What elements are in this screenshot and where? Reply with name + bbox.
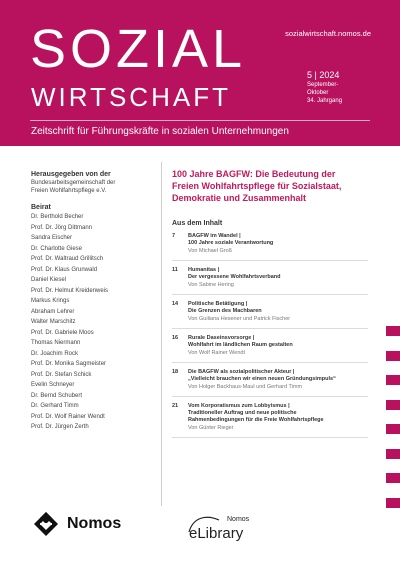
lead-line-3: Demokratie und Zusammenhalt (172, 193, 307, 203)
board-member: Prof. Dr. Waltraud Grillitsch (31, 256, 104, 262)
board-member: Daniel Kiesel (31, 277, 67, 283)
toc-title: Rurale Daseinsvorsorge | Wohlfahrt im ländlichen Raum gestalten (188, 335, 293, 348)
board-member: Prof. Dr. Klaus Grunwald (31, 266, 98, 273)
board-member: Dr. Charlotte Giese (31, 245, 83, 252)
cover-header (0, 0, 400, 146)
edge-tab (386, 400, 400, 410)
nomos-diamond-icon (33, 511, 59, 537)
board-heading: Beirat (31, 204, 51, 211)
toc-entry[interactable] (172, 227, 368, 261)
edge-tab (386, 424, 400, 434)
toc-page-number: 11 (172, 267, 178, 273)
edge-tab (386, 351, 400, 361)
lead-line-1: 100 Jahre BAGFW: Die Bedeutung der (172, 169, 336, 179)
board-member: Prof. Dr. Stefan Schick (31, 371, 92, 378)
toc-title: Vom Korporatismus zum Lobbyismus | Traditioneller Auftrag und neue politische Rahmenbedingungen für die Freie Wohlfahrtspflege (188, 403, 324, 423)
elibrary-text: eLibrary (189, 525, 244, 542)
board-member: Prof. Dr. Wolf Rainer Wendt (31, 413, 105, 420)
journal-subtitle: Zeitschrift für Führungskräfte in sozialen Unternehmungen (31, 126, 289, 137)
toc-title: Humanitas | Der vergessene Wohlfahrtsverband (188, 267, 281, 280)
board-member: Prof. Dr. Monika Sagmeister (31, 361, 107, 367)
edge-tab (386, 375, 400, 385)
board-member: Dr. Berthold Becher (31, 214, 84, 220)
elibrary-nomos-text: Nomos (227, 516, 250, 523)
lead-line-2: Freien Wohlfahrtspflege für Sozialstaat, (172, 181, 342, 191)
journal-title-sozial: SOZIAL (30, 19, 247, 79)
toc-title: Politische Betätigung | Die Grenzen des Machbaren (188, 301, 262, 314)
toc-author: Von Sabine Hering (188, 282, 234, 288)
contents-heading: Aus dem Inhalt (172, 220, 223, 227)
toc-author: Von Holger Backhaus-Maul und Gerhard Timm (188, 384, 303, 390)
board-member: Evelin Schneyer (31, 382, 75, 388)
board-member: Thomas Niermann (31, 340, 81, 346)
table-of-contents (172, 227, 368, 438)
edge-tab (386, 449, 400, 459)
toc-entry[interactable] (172, 295, 368, 329)
issue-volume: 34. Jahrgang (307, 98, 343, 104)
edge-tabs (386, 326, 400, 522)
toc-author: Von Guiliana Hesener und Patrick Fischer (188, 316, 291, 322)
contents-column (172, 168, 368, 438)
toc-title: Die BAGFW als sozialpolitischer Akteur | „Vielleicht brauchen wir einen neuen Gründungsimpuls“ (188, 369, 336, 382)
toc-author: Von Wolf Rainer Wendt (188, 350, 245, 356)
board-member: Abraham Lehrer (31, 308, 75, 315)
journal-url[interactable]: sozialwirtschaft.nomos.de (285, 29, 371, 38)
board-member: Dr. Bernd Schubert (31, 392, 83, 399)
publisher-line-2: Freien Wohlfahrtspflege e.V. (31, 188, 107, 194)
edge-tab (386, 498, 400, 508)
toc-page-number: 21 (172, 403, 179, 409)
toc-entry[interactable] (172, 261, 368, 295)
journal-title-wirtschaft: WIRTSCHAFT (31, 82, 231, 112)
toc-entry[interactable] (172, 329, 368, 363)
toc-page-number: 18 (172, 369, 179, 375)
masthead-column (31, 170, 159, 433)
board-member: Markus Krings (31, 298, 70, 304)
elibrary-logo (185, 512, 265, 542)
board-member: Prof. Dr. Jörg Dittmann (31, 224, 93, 231)
lead-headline (172, 168, 368, 204)
issue-period-2: Oktober (307, 90, 329, 96)
board-list (31, 212, 159, 433)
toc-entry[interactable] (172, 363, 368, 397)
issue-info (307, 70, 377, 105)
board-member: Prof. Dr. Jürgen Zerth (31, 424, 89, 430)
issue-period-1: September- (307, 82, 339, 88)
edge-tab (386, 473, 400, 483)
toc-entry[interactable] (172, 397, 368, 438)
publisher-line-1: Bundesarbeitsgemeinschaft der (31, 180, 116, 186)
publisher-heading: Herausgegeben von der (31, 171, 111, 178)
nomos-logo (33, 511, 121, 537)
toc-page-number: 16 (172, 335, 179, 341)
toc-page-number: 7 (172, 233, 176, 239)
nomos-logo-text: Nomos (67, 515, 122, 532)
header-divider (30, 120, 370, 121)
toc-author: Von Günter Rieger (188, 425, 234, 431)
board-member: Sandra Eischer (31, 235, 73, 241)
edge-tab (386, 326, 400, 336)
board-member: Dr. Joachim Rock (31, 350, 79, 357)
board-member: Walter Marschitz (31, 319, 76, 325)
toc-author: Von Michael Groß (188, 248, 233, 254)
toc-title: BAGFW im Wandel | 100 Jahre soziale Verantwortung (188, 233, 274, 246)
board-member: Prof. Dr. Helmut Kreidenweis (31, 287, 109, 294)
issue-number: 5 | 2024 (307, 70, 340, 80)
toc-page-number: 14 (172, 301, 179, 307)
board-member: Prof. Dr. Gabriele Moos (31, 329, 94, 336)
board-member: Dr. Gerhard Timm (31, 403, 79, 409)
column-divider (161, 162, 162, 506)
